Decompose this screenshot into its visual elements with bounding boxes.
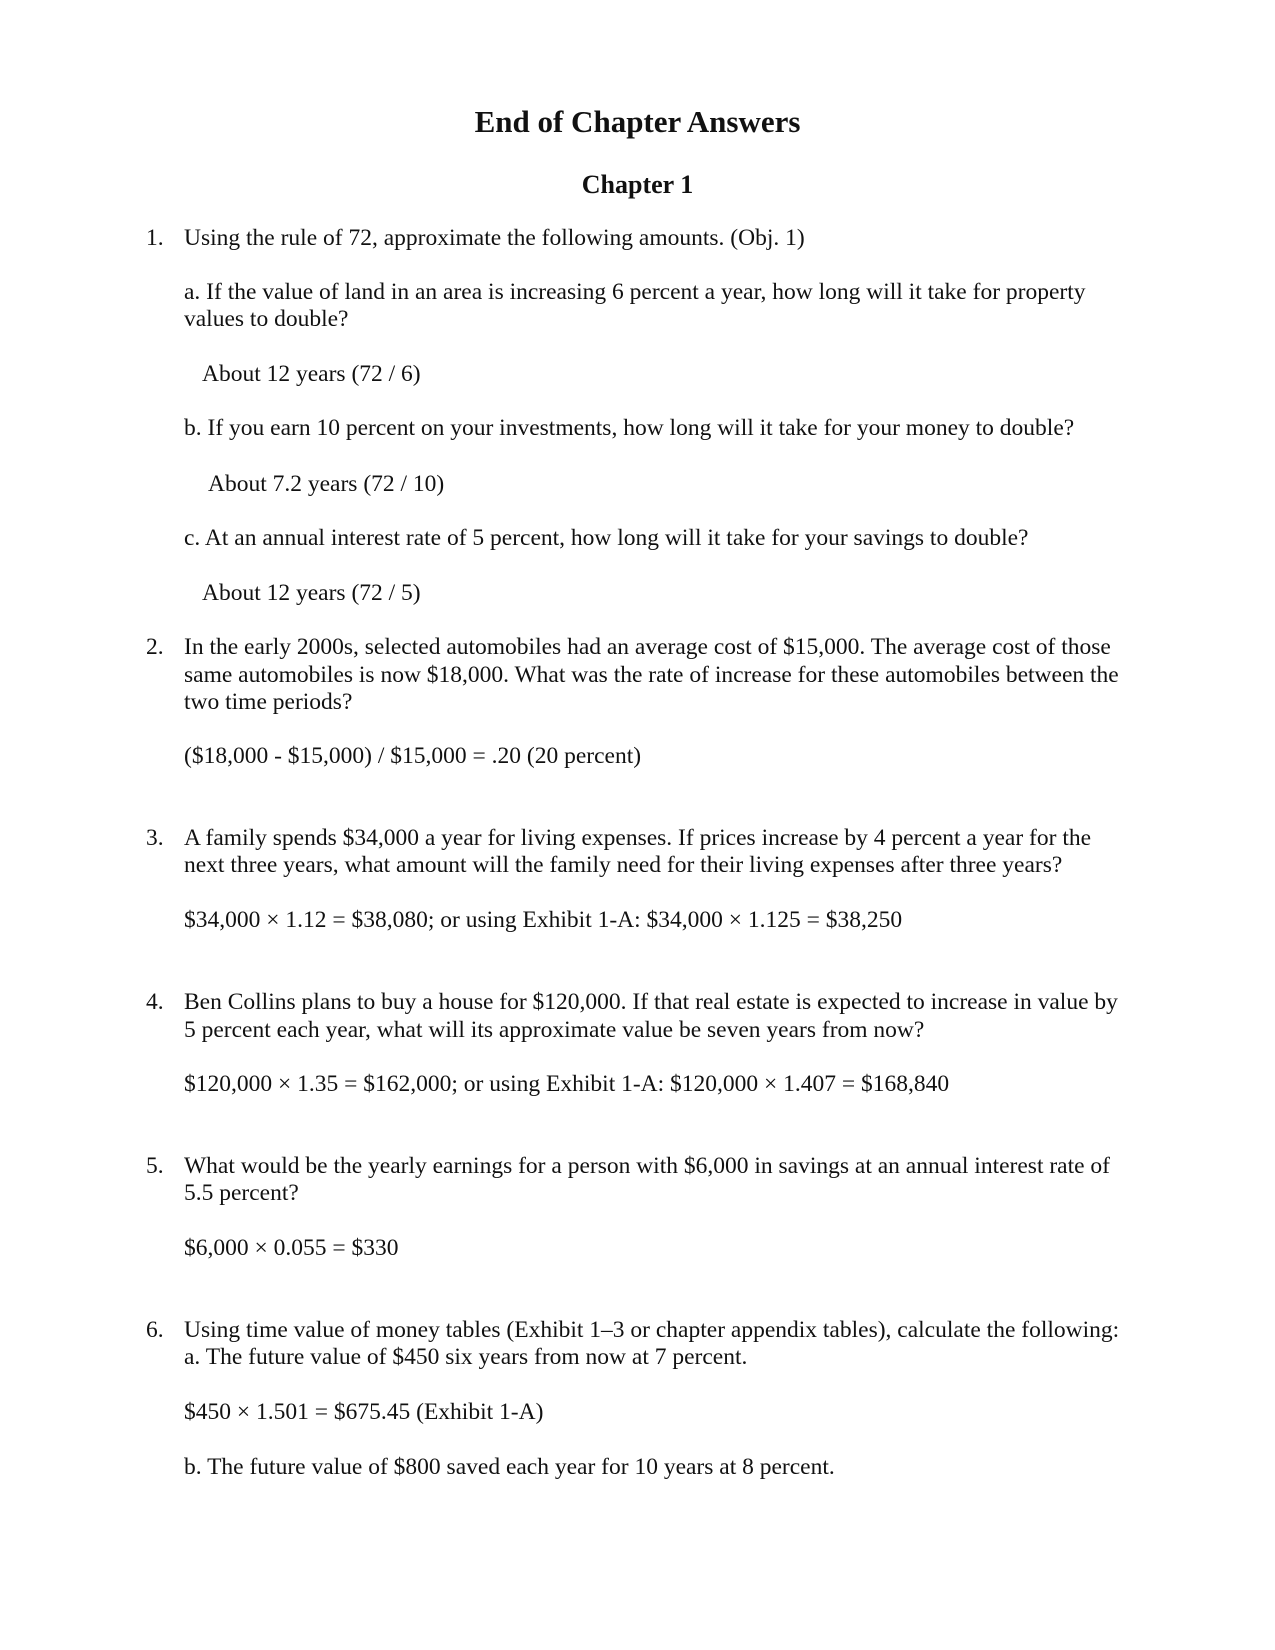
chapter-heading: Chapter 1 — [581, 170, 694, 199]
question-2-text-line-3: two time periods? — [184, 689, 353, 715]
question-1-number: 1. — [146, 225, 164, 251]
question-2-answer: ($18,000 - $15,000) / $15,000 = .20 (20 percent) — [184, 743, 642, 769]
page-title: End of Chapter Answers — [474, 104, 801, 139]
question-6-number: 6. — [146, 1317, 164, 1343]
question-1a-text-line-2: values to double? — [184, 306, 349, 332]
question-3-answer: $34,000 × 1.12 = $38,080; or using Exhibit 1-A: $34,000 × 1.125 = $38,250 — [184, 907, 903, 933]
question-1b-answer: About 7.2 years (72 / 10) — [208, 471, 445, 497]
question-4-answer: $120,000 × 1.35 = $162,000; or using Exhibit 1-A: $120,000 × 1.407 = $168,840 — [184, 1071, 950, 1097]
question-6-text-line-1: Using time value of money tables (Exhibit 1–3 or chapter appendix tables), calculate the following: — [184, 1317, 1120, 1343]
question-5-number: 5. — [146, 1153, 164, 1179]
question-4-text-line-1: Ben Collins plans to buy a house for $120,000. If that real estate is expected to increase in value by — [184, 989, 1118, 1015]
question-1-text: Using the rule of 72, approximate the following amounts. (Obj. 1) — [184, 225, 805, 251]
question-5-answer: $6,000 × 0.055 = $330 — [184, 1235, 399, 1261]
question-2-text-line-2: same automobiles is now $18,000. What was the rate of increase for these automobiles between the — [184, 662, 1119, 688]
question-6a-answer: $450 × 1.501 = $675.45 (Exhibit 1-A) — [184, 1399, 544, 1425]
question-6a-text: a. The future value of $450 six years from now at 7 percent. — [184, 1344, 748, 1370]
question-5-text-line-1: What would be the yearly earnings for a person with $6,000 in savings at an annual interest rate of — [184, 1153, 1111, 1179]
question-3-number: 3. — [146, 825, 164, 851]
question-1c-answer: About 12 years (72 / 5) — [202, 580, 421, 606]
question-2-text-line-1: In the early 2000s, selected automobiles had an average cost of $15,000. The average cost of those — [184, 634, 1111, 660]
question-1c-text: c. At an annual interest rate of 5 percent, how long will it take for your savings to double? — [184, 525, 1029, 551]
question-5-text-line-2: 5.5 percent? — [184, 1180, 299, 1206]
question-1b-text: b. If you earn 10 percent on your investments, how long will it take for your money to double? — [184, 415, 1075, 441]
question-1a-text-line-1: a. If the value of land in an area is increasing 6 percent a year, how long will it take for property — [184, 279, 1086, 305]
question-3-text-line-1: A family spends $34,000 a year for living expenses. If prices increase by 4 percent a year for the — [184, 825, 1092, 851]
question-3-text-line-2: next three years, what amount will the family need for their living expenses after three years? — [184, 852, 1063, 878]
question-2-number: 2. — [146, 634, 164, 660]
question-1a-answer: About 12 years (72 / 6) — [202, 361, 421, 387]
question-4-number: 4. — [146, 989, 164, 1015]
question-4-text-line-2: 5 percent each year, what will its approximate value be seven years from now? — [184, 1017, 925, 1043]
question-6b-text: b. The future value of $800 saved each year for 10 years at 8 percent. — [184, 1454, 835, 1480]
